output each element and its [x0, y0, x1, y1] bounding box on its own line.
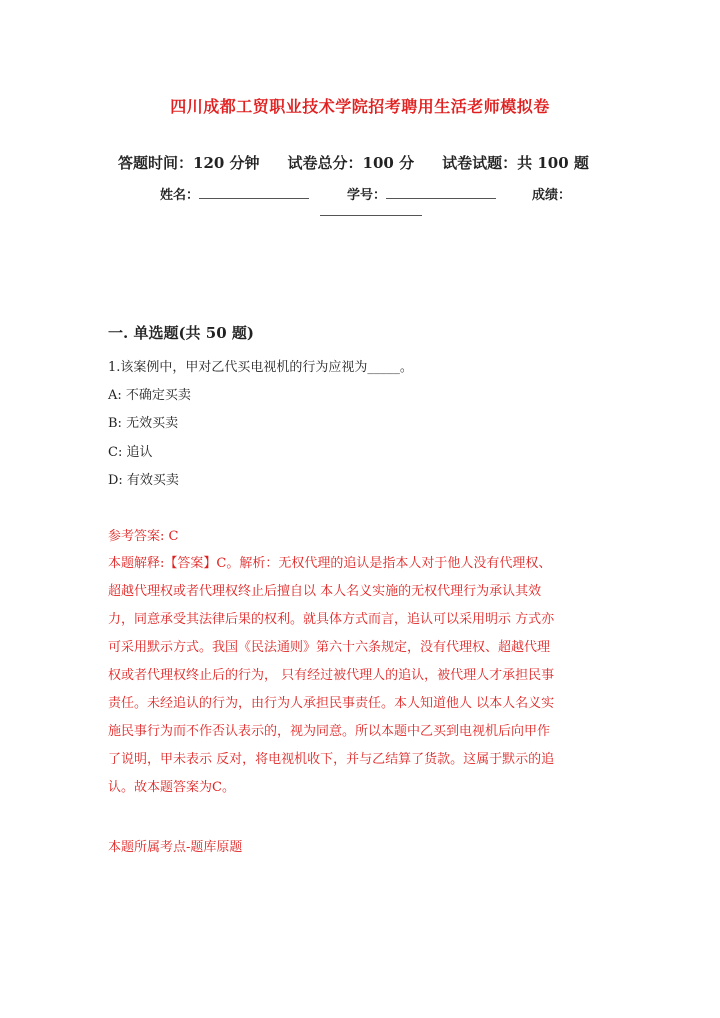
explanation-line: 施民事行为而不作否认表示的，视为同意。所以本题中乙买到电视机后向甲作: [108, 724, 551, 739]
total-questions: 试卷试题：共 100 题: [442, 154, 589, 172]
total-score: 试卷总分：100 分: [287, 154, 415, 172]
student-fields-row: [160, 184, 571, 203]
explanation-line: 可采用默示方式。我国《民法通则》第六十六条规定，没有代理权、超越代理: [108, 640, 551, 655]
exam-time: 答题时间：120 分钟: [118, 154, 260, 172]
explanation-line: 本题解释:【答案】C。解析：无权代理的追认是指本人对于他人没有代理权、: [108, 556, 552, 571]
name-label: 姓名：: [160, 188, 200, 203]
explanation-line: 超越代理权或者代理权终止后擅自以 本人名义实施的无权代理行为承认其效: [108, 584, 542, 599]
explanation-line: 权或者代理权终止后的行为， 只有经过被代理人的追认，被代理人才承担民事: [108, 668, 555, 683]
option-c: C: 追认: [108, 445, 153, 460]
exam-info-row: [118, 152, 589, 173]
document-title: 四川成都工贸职业技术学院招考聘用生活老师模拟卷: [170, 97, 550, 116]
student-id-blank: [386, 185, 496, 199]
student-id-label: 学号：: [347, 188, 387, 203]
reference-answer: 参考答案: C: [108, 529, 179, 544]
explanation-line: 认。故本题答案为C。: [108, 780, 235, 795]
question-stem: 1.该案例中，甲对乙代买电视机的行为应视为_____。: [108, 360, 413, 375]
explanation-line: 力，同意承受其法律后果的权利。就具体方式而言，追认可以采用明示 方式亦: [108, 612, 555, 627]
section-heading: 一. 单选题(共 50 题): [108, 324, 254, 342]
score-blank: [320, 203, 422, 216]
option-d: D: 有效买卖: [108, 473, 179, 488]
explanation-line: 了说明，甲未表示 反对，将电视机收下，并与乙结算了货款。这属于默示的追: [108, 752, 555, 767]
option-a: A: 不确定买卖: [108, 388, 191, 403]
explanation-line: 责任。未经追认的行为，由行为人承担民事责任。本人知道他人 以本人名义实: [108, 696, 555, 711]
option-b: B: 无效买卖: [108, 416, 179, 431]
name-blank: [199, 185, 309, 199]
knowledge-point: 本题所属考点-题库原题: [108, 840, 243, 855]
score-label: 成绩：: [532, 188, 572, 203]
